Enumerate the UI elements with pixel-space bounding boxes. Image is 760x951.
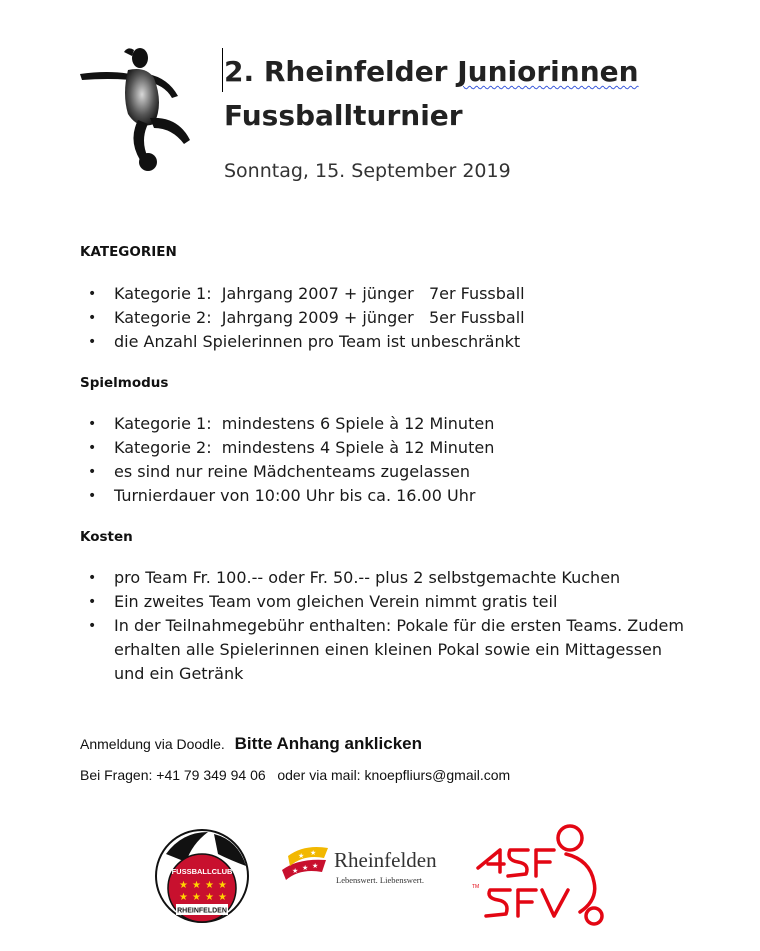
registration-note [80,734,422,754]
city-name: Rheinfelden [334,848,437,872]
section-heading-spielmodus: Spielmodus [80,375,169,391]
list-item: • Kategorie 1: mindestens 6 Spiele à 12 Minuten [80,412,694,436]
list-item: • die Anzahl Spielerinnen pro Team ist unbeschränkt [80,330,694,354]
list-item: • Ein zweites Team vom gleichen Verein nimmt gratis teil [80,590,694,614]
title-line-2: Fussballturnier [224,99,463,132]
section-heading-kategorien: KATEGORIEN [80,244,177,260]
svg-text:★: ★ [218,880,227,891]
title-underlined-word: Juniorinnen [457,55,639,88]
list-item: • Kategorie 2: Jahrgang 2009 + jünger 5er Fussball [80,306,694,330]
svg-text:★: ★ [218,892,227,903]
city-crest-icon [278,840,330,886]
page-title [224,50,724,138]
list-item: • Turnierdauer von 10:00 Uhr bis ca. 16.00 Uhr [80,484,694,508]
kategorien-list [80,282,694,354]
list-item: • Kategorie 2: mindestens 4 Spiele à 12 Minuten [80,436,694,460]
svg-text:★: ★ [312,862,319,870]
text-cursor [222,48,223,92]
registration-link[interactable]: Bitte Anhang anklicken [234,734,423,753]
rheinfelden-city-logo [278,838,458,888]
event-date: Sonntag, 15. September 2019 [224,160,511,182]
svg-text:★: ★ [298,852,305,860]
sfv-letters: SFV ASF [530,924,550,929]
list-item: • pro Team Fr. 100.-- oder Fr. 50.-- plus 2 selbstgemachte Kuchen [80,566,694,590]
section-heading-kosten: Kosten [80,529,133,545]
svg-text:★: ★ [205,880,214,891]
list-item: • Kategorie 1: Jahrgang 2007 + jünger 7er Fussball [80,282,694,306]
svg-text:★: ★ [292,867,299,875]
svg-text:★: ★ [302,864,309,872]
list-item: • In der Teilnahmegebühr enthalten: Pokale für die ersten Teams. Zudem erhalten alle Spielerinnen einen kleinen Pokal sowie ein Mittagessen und ein Getränk [80,614,694,686]
title-prefix: 2. Rheinfelder [224,55,458,88]
club-name-bottom: RHEINFELDEN [177,907,227,915]
registration-text: Anmeldung via Doodle. [80,736,225,752]
contact-info: Bei Fragen: +41 79 349 94 06 oder via mail: knoepfliurs@gmail.com [80,767,511,783]
svg-text:★: ★ [179,880,188,891]
spielmodus-list [80,412,694,508]
svg-text:★: ★ [310,849,317,857]
svg-text:★: ★ [179,892,188,903]
svg-text:★: ★ [192,880,201,891]
city-tagline: Lebenswert. Liebenswert. [336,875,425,885]
soccer-player-icon [78,44,198,174]
list-item: • es sind nur reine Mädchenteams zugelassen [80,460,694,484]
kosten-list [80,566,694,686]
fc-rheinfelden-logo [152,826,252,926]
svg-text:★: ★ [205,892,214,903]
club-name-top: FUSSBALLCLUB [171,867,233,876]
sfv-tm: TM [472,884,480,890]
sfv-asf-logo [470,820,610,930]
svg-text:★: ★ [192,892,201,903]
